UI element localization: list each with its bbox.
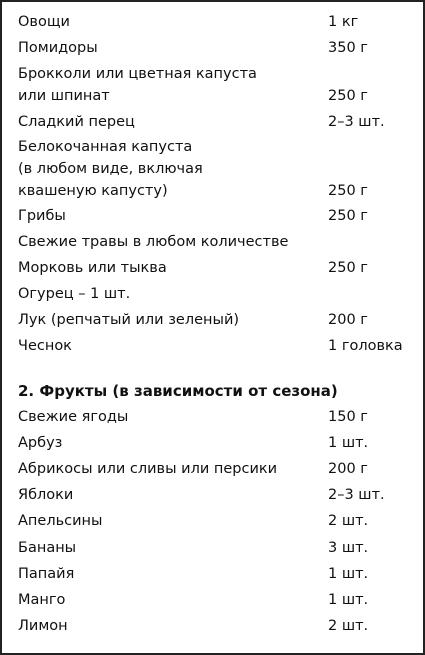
item-quantity: 2–3 шт. xyxy=(328,487,385,503)
item-name: Овощи xyxy=(18,14,70,30)
item-quantity: 250 г xyxy=(328,208,368,224)
item-quantity: 3 шт. xyxy=(328,540,369,556)
item-name: Брокколи или цветная капуста или шпинат xyxy=(18,66,257,104)
item-name: Свежие травы в любом количестве xyxy=(18,234,289,250)
item-name: Папайя xyxy=(18,566,75,582)
list-item xyxy=(18,458,408,480)
item-name: Чеснок xyxy=(18,338,72,354)
item-quantity: 1 шт. xyxy=(328,592,369,608)
item-name: Белокочанная капуста (в любом виде, включая квашеную капусту) xyxy=(18,139,203,199)
list-item xyxy=(18,615,408,637)
item-name: Арбуз xyxy=(18,435,63,451)
item-name: Манго xyxy=(18,592,66,608)
list-item xyxy=(18,589,408,611)
item-quantity: 1 шт. xyxy=(328,566,369,582)
item-quantity: 250 г xyxy=(328,260,368,276)
list-item xyxy=(18,257,408,279)
list-item xyxy=(18,111,408,133)
list-item xyxy=(18,335,408,357)
item-quantity: 250 г xyxy=(328,88,368,104)
item-name: Бананы xyxy=(18,540,77,556)
item-quantity: 350 г xyxy=(328,40,368,56)
list-item xyxy=(18,537,408,559)
list-item xyxy=(18,510,408,532)
item-name: Абрикосы или сливы или персики xyxy=(18,461,278,477)
item-name: Яблоки xyxy=(18,487,74,503)
item-name: Сладкий перец xyxy=(18,114,135,130)
list-item xyxy=(18,283,408,305)
list-item xyxy=(18,563,408,585)
item-quantity: 150 г xyxy=(328,409,368,425)
list-item xyxy=(18,63,408,107)
list-item xyxy=(18,205,408,227)
item-quantity: 2 шт. xyxy=(328,618,369,634)
item-quantity: 1 шт. xyxy=(328,435,369,451)
item-quantity: 1 кг xyxy=(328,14,359,30)
item-name: Огурец – 1 шт. xyxy=(18,286,131,302)
list-item xyxy=(18,309,408,331)
list-item xyxy=(18,231,408,253)
list-item xyxy=(18,136,408,202)
item-name: Помидоры xyxy=(18,40,98,56)
item-quantity: 200 г xyxy=(328,312,368,328)
item-name: Лук (репчатый или зеленый) xyxy=(18,312,240,328)
item-quantity: 200 г xyxy=(328,461,368,477)
item-quantity: 250 г xyxy=(328,183,368,199)
list-item xyxy=(18,37,408,59)
item-name: Лимон xyxy=(18,618,68,634)
item-name: Грибы xyxy=(18,208,66,224)
list-item xyxy=(18,406,408,428)
item-name: Апельсины xyxy=(18,513,103,529)
item-quantity: 2–3 шт. xyxy=(328,114,385,130)
item-name: Морковь или тыква xyxy=(18,260,167,276)
list-item xyxy=(18,484,408,506)
list-item xyxy=(18,11,408,33)
item-quantity: 1 головка xyxy=(328,338,403,354)
item-quantity: 2 шт. xyxy=(328,513,369,529)
item-name: Свежие ягоды xyxy=(18,409,129,425)
list-item xyxy=(18,432,408,454)
section-heading: 2. Фрукты (в зависимости от сезона) xyxy=(18,382,338,400)
